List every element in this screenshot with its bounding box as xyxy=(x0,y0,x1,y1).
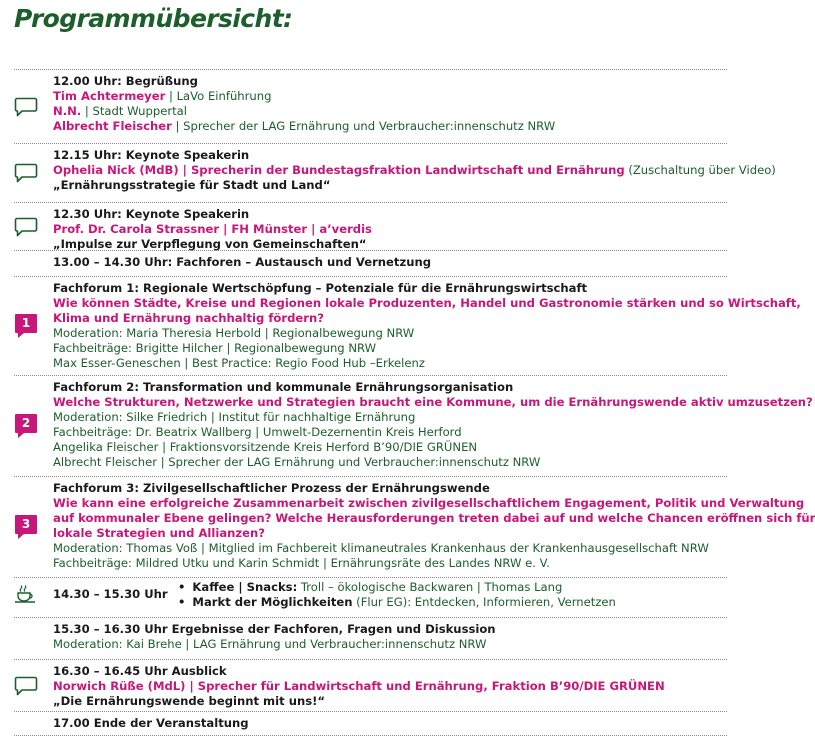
topic: „Impulse zur Verpflegung von Gemeinschaften“ xyxy=(53,237,367,252)
forum-contribution: Fachbeiträge: Dr. Beatrix Wallberg | Umwelt-Dezernentin Kreis Herford xyxy=(53,425,462,440)
item-time: 12.15 Uhr: Keynote Speakerin xyxy=(53,148,250,162)
forum-question: Wie kann eine erfolgreiche Zusammenarbeit zwischen zivilgesellschaftlichem Engagement, Politik und Verwaltung xyxy=(53,496,805,511)
speaker-name: N.N. xyxy=(53,104,82,119)
forum-contribution: Fachbeiträge: Brigitte Hilcher | Regionalbewegung NRW xyxy=(53,341,377,356)
program-item-1530 xyxy=(14,617,727,659)
program-item-1230 xyxy=(14,202,727,250)
speaker-line xyxy=(53,104,727,119)
topic: „Die Ernährungswende beginnt mit uns!“ xyxy=(53,694,326,709)
speaker-line xyxy=(53,89,727,104)
speaker-line xyxy=(53,119,727,134)
forum-question: Wie können Städte, Kreise und Regionen lokale Produzenten, Handel und Gastronomie stärken und so Wirtschaft, xyxy=(53,296,801,311)
program-list xyxy=(14,69,815,736)
item-time: 12.00 Uhr: Begrüßung xyxy=(53,74,198,88)
forum-contribution: Albrecht Fleischer | Sprecher der LAG Ernährung und Verbraucher:innenschutz NRW xyxy=(53,455,541,470)
forum-question: lokale Strategien und Allianzen? xyxy=(53,526,266,541)
forum-question: auf kommunaler Ebene gelingen? Welche Herausforderungen treten dabei auf und welche Chancen eröffnen sich für xyxy=(53,511,815,526)
bullet-text: : Entdecken, Informieren, Vernetzen xyxy=(407,595,616,610)
forum-number: 3 xyxy=(21,517,31,531)
bullet-note: (Flur EG) xyxy=(352,595,408,610)
coffee-cup-icon xyxy=(14,584,38,604)
break-bullets xyxy=(178,580,616,610)
forum-number: 1 xyxy=(21,316,31,330)
forum-moderation: Moderation: Maria Theresia Herbold | Regionalbewegung NRW xyxy=(53,326,415,341)
page-title: Programmübersicht: xyxy=(14,4,293,33)
forum-number: 2 xyxy=(21,416,31,430)
speaker-detail: | Stadt Wuppertal xyxy=(81,104,187,119)
forum-contribution: Max Esser-Geneschen | Best Practice: Regio Food Hub –Erkelenz xyxy=(53,356,425,371)
item-time: 12.30 Uhr: Keynote Speakerin xyxy=(53,207,250,221)
speaker-detail: | LaVo Einführung xyxy=(165,89,272,104)
program-item-1215 xyxy=(14,143,776,202)
item-time: 16.30 – 16.45 Uhr Ausblick xyxy=(53,664,227,678)
speech-bubble-icon xyxy=(14,97,38,117)
item-time: 17.00 Ende der Veranstaltung xyxy=(53,716,249,730)
speech-bubble-icon xyxy=(14,217,38,237)
forum-contribution: Fachbeiträge: Mildred Utku und Karin Schmidt | Ernährungsräte des Landes NRW e. V. xyxy=(53,556,550,571)
speaker-name: Norwich Rüße (MdL) | Sprecher für Landwirtschaft und Ernährung, Fraktion B’90/DIE GRÜNEN xyxy=(53,679,665,694)
bullet-item xyxy=(178,595,616,610)
item-time: 15.30 – 16.30 Uhr Ergebnisse der Fachforen, Fragen und Diskussion xyxy=(53,622,496,636)
forum-contribution: Angelika Fleischer | Fraktionsvorsitzende Kreis Herford B’90/DIE GRÜNEN xyxy=(53,440,478,455)
bullet-label: Kaffee | Snacks: xyxy=(192,580,298,594)
forum-question: Welche Strukturen, Netzwerke und Strategien braucht eine Kommune, um die Ernährungswende aktiv umzusetzen? xyxy=(53,395,813,410)
bullet-text: Troll – ökologische Backwaren | Thomas Lang xyxy=(297,580,563,594)
forum-heading: Fachforum 3: Zivilgesellschaftlicher Prozess der Ernährungswende xyxy=(53,481,490,495)
item-time: 13.00 – 14.30 Uhr: Fachforen – Austausch und Vernetzung xyxy=(53,255,431,269)
topic: „Ernährungsstrategie für Stadt und Land“ xyxy=(53,178,331,193)
speaker-note: (Zuschaltung über Video) xyxy=(624,163,776,178)
speaker-name: Tim Achtermeyer xyxy=(53,89,166,104)
program-item-1300 xyxy=(14,250,727,276)
forum-moderation: Moderation: Silke Friedrich | Institut für nachhaltige Ernährung xyxy=(53,410,416,425)
forum-heading: Fachforum 2: Transformation und kommunale Ernährungsorganisation xyxy=(53,380,514,394)
fachforum-2 xyxy=(14,375,813,476)
speaker-line xyxy=(53,163,776,178)
forum-moderation: Moderation: Thomas Voß | Mitglied im Fachbereit klimaneutrales Krankenhaus der Krankenhausgesellschaft NRW xyxy=(53,541,709,556)
speech-bubble-icon xyxy=(14,163,38,183)
forum-heading: Fachforum 1: Regionale Wertschöpfung – Potenziale für die Ernährungswirtschaft xyxy=(53,281,588,295)
program-item-1430 xyxy=(14,577,727,617)
speaker-name: Albrecht Fleischer xyxy=(53,119,172,134)
speech-bubble-icon xyxy=(14,676,38,696)
program-item-1630 xyxy=(14,659,727,711)
bullet-item xyxy=(178,580,616,595)
program-item-1700 xyxy=(14,711,727,736)
speaker-name: Ophelia Nick (MdB) | Sprecherin der Bundestagsfraktion Landwirtschaft und Ernährung xyxy=(53,163,625,178)
moderation-line: Moderation: Kai Brehe | LAG Ernährung und Verbraucher:innenschutz NRW xyxy=(53,637,487,652)
fachforum-3 xyxy=(14,476,815,577)
bullet-label: Markt der Möglichkeiten xyxy=(192,595,353,610)
speaker-name: Prof. Dr. Carola Strassner | FH Münster | a’verdis xyxy=(53,222,372,237)
forum-question: Klima und Ernährung nachhaltig fördern? xyxy=(53,311,324,326)
fachforum-1 xyxy=(14,276,801,375)
speaker-detail: | Sprecher der LAG Ernährung und Verbraucher:innenschutz NRW xyxy=(171,119,556,134)
item-time: 14.30 – 15.30 Uhr xyxy=(53,587,168,601)
program-item-1200 xyxy=(14,69,727,143)
